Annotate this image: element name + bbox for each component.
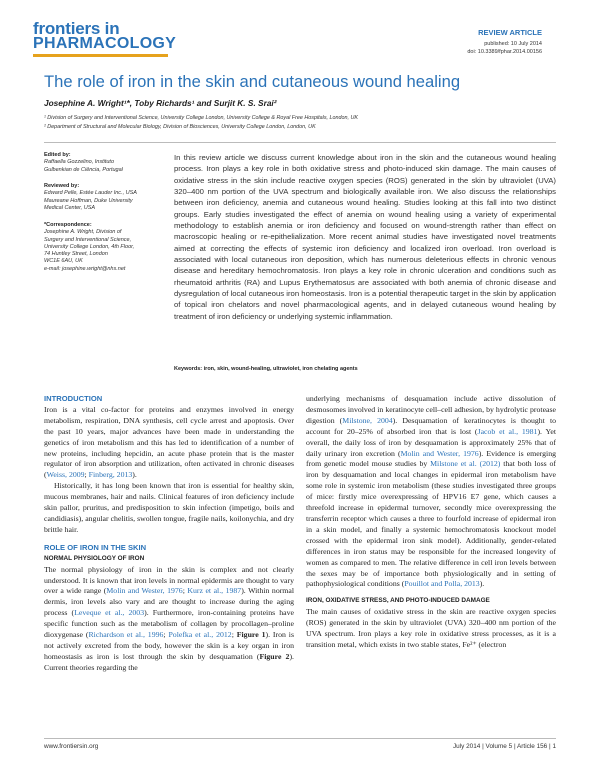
citation-link[interactable]: Molin and Wester, 1976 (106, 586, 183, 596)
keywords-list: iron, skin, wound-healing, ultraviolet, iron chelating agents (203, 366, 358, 372)
journal-logo-line2: PHARMACOLOGY (33, 35, 177, 52)
editor-line: Gulbenkian de Ciência, Portugal (44, 166, 123, 173)
text-run: ). Yet overall, the daily loss of iron by desquamation is approximately 25% that of daily urinary iron excretion ( (306, 426, 556, 458)
text-run: ). Desquamation of keratinocytes is thought to account for 20–25% of absorbed iron that is lost ( (306, 415, 557, 436)
figure-link[interactable]: Figure 1 (236, 630, 266, 640)
author-list: Josephine A. Wright¹*, Toby Richards¹ and Surjit K. S. Srai² (44, 98, 277, 108)
citation-link[interactable]: Molin and Wester, 1976 (400, 448, 479, 458)
correspondence-line: Josephine A. Wright, Division of (44, 229, 122, 236)
subheading-normal-physiology: NORMAL PHYSIOLOGY OF IRON (44, 554, 145, 562)
footer-divider (44, 738, 556, 739)
text-run: ). Furthermore, iron-containing proteins have specific function such as the metabolism of collagen by procollagen–proline dioxygenase ( (44, 608, 295, 640)
article-title: The role of iron in the skin and cutaneous wound healing (44, 72, 461, 91)
correspondence-email[interactable]: e-mail: josephine.wright@nhs.net (44, 265, 126, 272)
page-citation: July 2014 | Volume 5 | Article 156 | 1 (452, 743, 556, 750)
text-run: The normal physiology of iron in the skin is complex and not clearly understood. It is known that iron levels in normal epidermis are thought to vary over a wide range ( (44, 564, 294, 596)
journal-logo-line1: frontiers in (33, 19, 120, 38)
reviewed-by (44, 183, 159, 212)
text-run: underlying mechanisms of desquamation include active dissolution of desmosomes involved in keratinocyte cell–cell adhesion, by hydrolytic protease digestion ( (306, 394, 556, 425)
reviewer-line: Maureane Hoffman, Duke University (44, 197, 133, 204)
publication-info (467, 40, 542, 56)
correspondence-label: *Correspondence: (44, 222, 92, 228)
citation-link[interactable]: Pouillot and Polla, 2013 (404, 579, 480, 589)
text-run: ). Within normal dermis, iron levels also vary and are thought to increase during the aging process ( (44, 586, 295, 618)
text-run: that both loss of iron by desquamation and local changes in epidermal iron metabolism have some role in systemic iron metabolism (these studies investigated three groups of mice: firstly mice overexpressing of HPV16 E7 gene, which causes a threefold increase in epidermal turnover, secondly mice overexpressing the transferrin receptor which causes a three to fourfold increase of epidermal iron in a skin model, and finally a systemic hemochromatosis knockout model crossed with the epidermal iron sink model). Additionally, gender-related differences in iron status may be responsible for the increased longevity of women as compared to men. The relative difference in cell iron levels between the sexes may be of importance both physiologically and in setting of pathophysiological conditions ( (306, 459, 556, 589)
text-run: ). Current theories regarding the (44, 651, 294, 672)
correspondence-line: WC1E 6AU, UK (44, 258, 83, 265)
article-type: REVIEW ARTICLE (478, 28, 542, 37)
body-right-column (306, 394, 556, 651)
section-heading-role-of-iron: ROLE OF IRON IN THE SKIN (44, 542, 147, 552)
text-run: ; (231, 630, 237, 640)
text-run: ). Evidence is emerging from genetic model mouse studies by (306, 448, 556, 469)
keywords (174, 366, 358, 372)
affiliation-1: ¹ Division of Surgery and Interventional Science, University College London, University College & Royal Free Hospitals, London, UK (44, 115, 359, 121)
citation-link[interactable]: Richardson et al., 1996 (88, 630, 164, 640)
paragraph (44, 405, 294, 481)
correspondence-line: 74 Huntley Street, London (44, 251, 108, 258)
journal-website[interactable]: www.frontiersin.org (44, 743, 99, 750)
body-left-column (44, 394, 294, 674)
correspondence-line: University College London, 4th Floor, (44, 243, 135, 250)
section-heading-introduction: INTRODUCTION (44, 394, 103, 403)
citation-link[interactable]: Finberg, 2013 (88, 470, 133, 480)
edited-by (44, 152, 159, 174)
paragraph: Historically, it has long been known that iron is essential for healthy skin, mucous membranes, hair and nails. Clinical features of iron deficiency include skin pallor, pruritus, and predisposition to skin infection (impetigo, boils and candidiasis), angular chelitis, swollen tongue, fragile nails, koilonychia, and dry brittle hair. (44, 481, 294, 534)
reviewer-line: Edward Pelle, Estée Lauder Inc., USA (44, 190, 137, 197)
text-run: ). (479, 579, 485, 589)
header-divider (44, 142, 556, 143)
citation-link[interactable]: Leveque et al., 2003 (74, 608, 145, 618)
citation-link[interactable]: Jacob et al., 1981 (477, 426, 538, 436)
paragraph (44, 565, 294, 674)
figure-link[interactable]: Figure 2 (259, 651, 290, 661)
citation-link[interactable]: Weiss, 2009 (46, 470, 85, 480)
text-run: Iron is a vital co-factor for proteins and enzymes involved in energy metabolism, respiration, DNA synthesis, cell cycle arrest and apoptosis. Over the past 10 years, major advances have been made in understanding the genetics of iron metabolism and this has led to identification of a number of new proteins, including hepcidin, an acute phase protein that is the master regulator of iron absorption and utilization, often activated in chronic diseases ( (44, 404, 294, 480)
affiliation-2: ² Department of Structural and Molecular Biology, Division of Biosciences, University College London, London, UK (44, 124, 316, 130)
reviewer-line: Medical Center, USA (44, 204, 96, 211)
editor-line: Raffaella Gozzelino, Instituto (44, 159, 115, 166)
text-run: ; (84, 470, 89, 480)
edited-by-label: Edited by: (44, 152, 71, 158)
doi: doi: 10.3389/fphar.2014.00156 (467, 49, 542, 55)
text-run: ). Iron is not actively excreted from the body, however the skin is a key organ in iron homeostasis as iron is lost through the skin by desquamation ( (44, 630, 294, 661)
paragraph (306, 394, 556, 590)
citation-link[interactable]: Polefka et al., 2012 (168, 630, 232, 640)
text-run: ; (163, 630, 169, 640)
subheading-oxidative-stress: IRON, OXIDATIVE STRESS, AND PHOTO-INDUCED DAMAGE (306, 597, 490, 605)
citation-link[interactable]: Milstone, 2004 (342, 415, 393, 425)
citation-link[interactable]: Kurz et al., 1987 (187, 586, 242, 596)
text-run: ). (132, 470, 137, 480)
paragraph: The main causes of oxidative stress in the skin are reactive oxygen species (ROS) generated in the skin by ultraviolet (UVA) 320–400 nm portion of the UVA spectrum. Iron plays a key role in oxidative stress processes, as it is a transition metal, which exists in two stable states, Fe²⁺ (electron (306, 607, 556, 649)
correspondence (44, 222, 159, 273)
citation-link[interactable]: Milstone et al. (2012) (430, 459, 501, 469)
reviewed-by-label: Reviewed by: (44, 183, 80, 189)
text-run: ; (182, 586, 188, 596)
logo-underline (33, 54, 168, 57)
correspondence-line: Surgery and Interventional Science, (44, 236, 132, 243)
keywords-label: Keywords: (174, 366, 203, 372)
published-date: published: 10 July 2014 (484, 41, 542, 47)
abstract: In this review article we discuss current knowledge about iron in the skin and the cutaneous wound healing process. Iron plays a key role in both oxidative stress and photo-induced skin damage. The main causes of oxidative stress in the skin include reactive oxygen species (ROS) generated in the skin by ultraviolet (UVA) 320–400 nm portion of the UVA spectrum and biologically available iron. We also discuss the relationships between iron deficiency, anemia and cutaneous wound healing. Studies looking at this fall into two distinct groups. Early studies investigated the effect of anemia on wound healing using a variety of experimental methodology to establish anemia or iron deficiency and focused on wound-strength rather than effect on macroscopic healing or re-epithelialization. More recent animal studies have investigated novel treatments aimed at correcting the effects of systemic iron deficiency and localized iron overload. Iron overload is associated with local cutaneous iron deposition, which has numerous deleterious effects in chronic venous disease and hereditary hemochromatosis. Iron plays a key role in chronic ulceration and conditions such as rheumatoid arthritis (RA) and Lupus Erythematosus are associated with both anemia of chronic disease and dysregulation of local cutaneous iron homeostasis. Iron is a potential therapeutic target in the skin by application of topical iron chelators and novel pharmacological agents, and in delayed cutaneous wound healing by treatment of iron deficiency or underlying systemic inflammation. (174, 153, 556, 321)
